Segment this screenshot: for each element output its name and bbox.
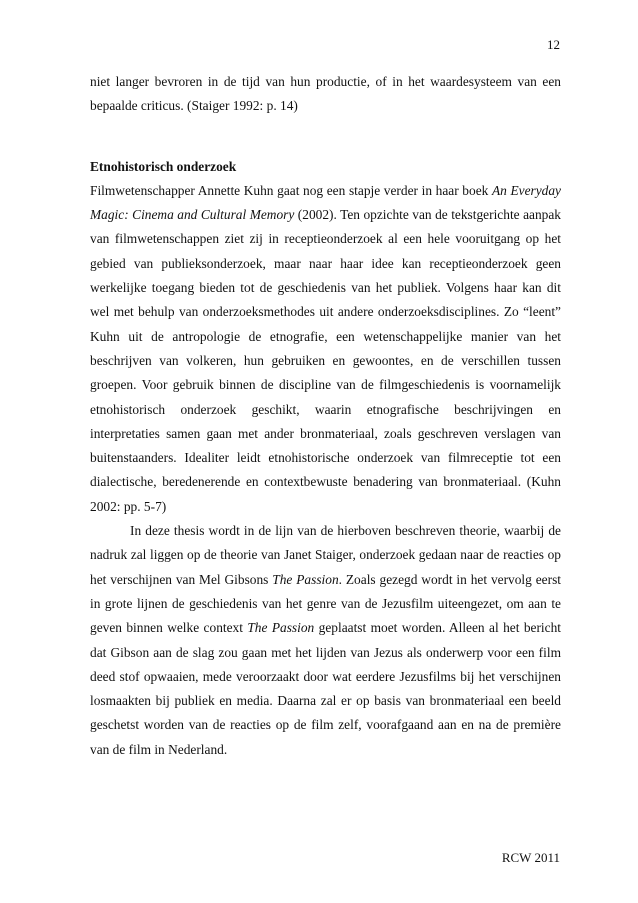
- p2-text-a: In deze thesis wordt in de lijn van de hierboven beschreven theorie, waarbij de nadruk zal liggen op de theorie van Janet Staiger, onderzoek gedaan naar de reacties op het verschijnen van Mel Gibsons: [90, 523, 561, 587]
- page-body: [90, 70, 561, 762]
- p2-text-b: . Zoals gezegd wordt in het vervolg eerst in grote lijnen de geschiedenis van het genre van de Jezusfilm uiteengezet, om aan te geven binnen welke context: [90, 571, 562, 636]
- intro-paragraph: niet langer bevroren in de tijd van hun productie, of in het waardesysteem van een bepaalde criticus. (Staiger 1992: p. 14): [90, 74, 561, 114]
- film-title-2: The Passion: [247, 620, 315, 636]
- body-paragraph-1: [90, 179, 561, 519]
- film-title-1: The Passion: [272, 571, 339, 587]
- book-title: An Everyday Magic: Cinema and Cultural Memory: [90, 182, 562, 223]
- section-spacer: [90, 119, 561, 155]
- body-paragraph-2: [90, 519, 561, 762]
- page-number: 12: [547, 37, 560, 52]
- p1-text-a: Filmwetenschapper Annette Kuhn gaat nog een stapje verder in haar boek: [90, 182, 492, 198]
- page-footer: RCW 2011: [501, 850, 560, 865]
- p1-text-b: (2002). Ten opzichte van de tekstgerichte aanpak van filmwetenschappen ziet zij in receptieonderzoek al een hele vooruitgang op het gebied van publieksonderzoek, maar naar haar idee kan receptieonderzoek geen werkelijke toegang bieden tot de geschiedenis van het publiek. Volgens haar kan dit wel met behulp van onderzoeksmethodes uit andere onderzoeksdisciplines. Zo “leent” Kuhn uit de antropologie de etnografie, een wetenschappelijke manier van het beschrijven van volkeren, hun gebruiken en gewoontes, en de verschillen tussen groepen. Voor gebruik binnen de discipline van de filmgeschiedenis is voornamelijk etnohistorisch onderzoek geschikt, waarin etnografische beschrijvingen en interpretaties samen gaan met ander bronmateriaal, zoals geschreven verslagen van buitenstaanders. Idealiter leidt etnohistorische onderzoek van filmreceptie tot een dialectische, beredenerende en contextbewuste benadering van bronmateriaal. (Kuhn 2002: pp. 5-7): [90, 207, 562, 514]
- p2-text-c: geplaatst moet worden. Alleen al het bericht dat Gibson aan de slag zou gaan met het lijden van Jezus als onderwerp voor een film deed stof opwaaien, mede veroorzaakt door wat eerdere Jezusfilms bij het verschijnen losmaakten bij publiek en media. Daarna zal er op basis van bronmateriaal een beeld geschetst worden van de reacties op de film zelf, voorafgaand aan en na de première van de film in Nederland.: [90, 620, 561, 757]
- section-heading: Etnohistorisch onderzoek: [90, 158, 237, 174]
